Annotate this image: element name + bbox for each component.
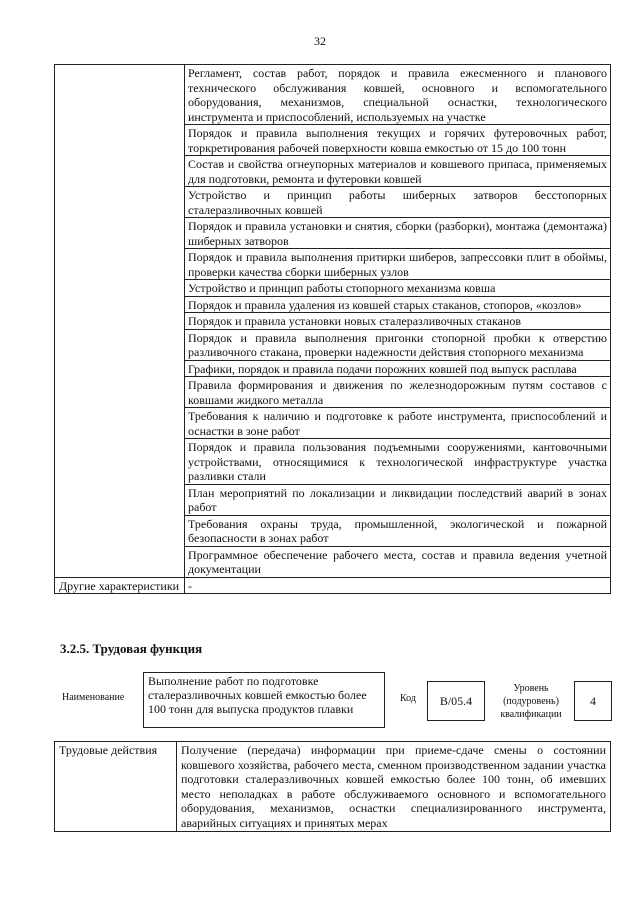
code-label: Код [400, 693, 416, 704]
requirement-item: План мероприятий по локализации и ликвидации последствий аварий в зонах работ [185, 484, 611, 515]
requirement-item: Состав и свойства огнеупорных материалов и ковшевого припаса, применяемых для подготовки, ремонта и футеровки ковшей [185, 156, 611, 187]
labor-function-header [58, 672, 618, 732]
requirements-table [54, 64, 611, 594]
requirement-item: Порядок и правила установки новых сталеразливочных стаканов [185, 313, 611, 330]
requirement-item: Устройство и принцип работы стопорного механизма ковша [185, 280, 611, 297]
code-value: B/05.4 [427, 681, 485, 721]
requirement-item: Устройство и принцип работы шиберных затворов бесстопорных сталеразливочных ковшей [185, 187, 611, 218]
requirements-body [55, 65, 611, 594]
requirement-item: Требования к наличию и подготовке к работе инструмента, приспособлений и оснастки в зоне работ [185, 408, 611, 439]
level-label: Уровень (подуровень) квалификации [500, 683, 562, 720]
name-value: Выполнение работ по подготовке сталеразливочных ковшей емкостью более 100 тонн для выпуска продуктов плавки [143, 672, 385, 728]
labor-actions-text: Получение (передача) информации при приеме-сдаче смены о состоянии ковшевого хозяйства, рабочего места, сменном производственном задании участка подготовки сталеразливочных ковшей емкостью более 100 тонн, об имевших место неполадках в работе обслуживаемого основного и вспомогательного оборудования, механизмов, оснастки специализированного инструмента, аварийных ситуациях и принятых мерах [177, 742, 611, 832]
requirement-item: Порядок и правила удаления из ковшей старых стаканов, стопоров, «козлов» [185, 296, 611, 313]
labor-actions-table [54, 741, 611, 832]
section-title: 3.2.5. Трудовая функция [60, 641, 203, 656]
requirement-item: Графики, порядок и правила подачи порожних ковшей под выпуск расплава [185, 360, 611, 377]
labor-actions-body [55, 742, 611, 832]
labor-actions-label: Трудовые действия [55, 742, 177, 832]
requirement-item: Порядок и правила выполнения текущих и горячих футеровочных работ, торкретирования рабочей поверхности ковша емкостью от 15 до 100 тонн [185, 125, 611, 156]
requirement-item: Порядок и правила выполнения пригонки стопорной пробки к отверстию разливочного стакана, проверки надежности действия стопорного механизма [185, 329, 611, 360]
other-characteristics-value: - [185, 577, 611, 594]
level-value: 4 [574, 681, 612, 721]
requirement-item: Порядок и правила установки и снятия, сборки (разборки), монтажа (демонтажа) шиберных затворов [185, 218, 611, 249]
page-number: 32 [314, 34, 326, 48]
requirement-item: Правила формирования и движения по железнодорожным путям составов с ковшами жидкого металла [185, 377, 611, 408]
requirement-item: Порядок и правила выполнения притирки шиберов, запрессовки плит в обоймы, проверки качества сборки шиберных узлов [185, 249, 611, 280]
requirement-item: Требования охраны труда, промышленной, экологической и пожарной безопасности в зонах работ [185, 515, 611, 546]
other-characteristics-label: Другие характеристики [55, 577, 185, 594]
requirement-item: Порядок и правила пользования подъемными сооружениями, кантовочными устройствами, относящимися к технологической инфраструктуре участка разливки стали [185, 439, 611, 485]
requirement-item: Регламент, состав работ, порядок и правила ежесменного и планового технического обслуживания ковшей, основного и вспомогательного оборудования, механизмов, специальной оснастки, технологического инструмента и приспособлений, используемых на участке [185, 65, 611, 125]
requirement-item: Программное обеспечение рабочего места, состав и правила ведения учетной документации [185, 546, 611, 577]
name-label: Наименование [62, 692, 125, 703]
table-row [55, 577, 611, 594]
requirements-label-cell [55, 65, 185, 578]
table-row [55, 742, 611, 832]
table-row [55, 65, 611, 125]
